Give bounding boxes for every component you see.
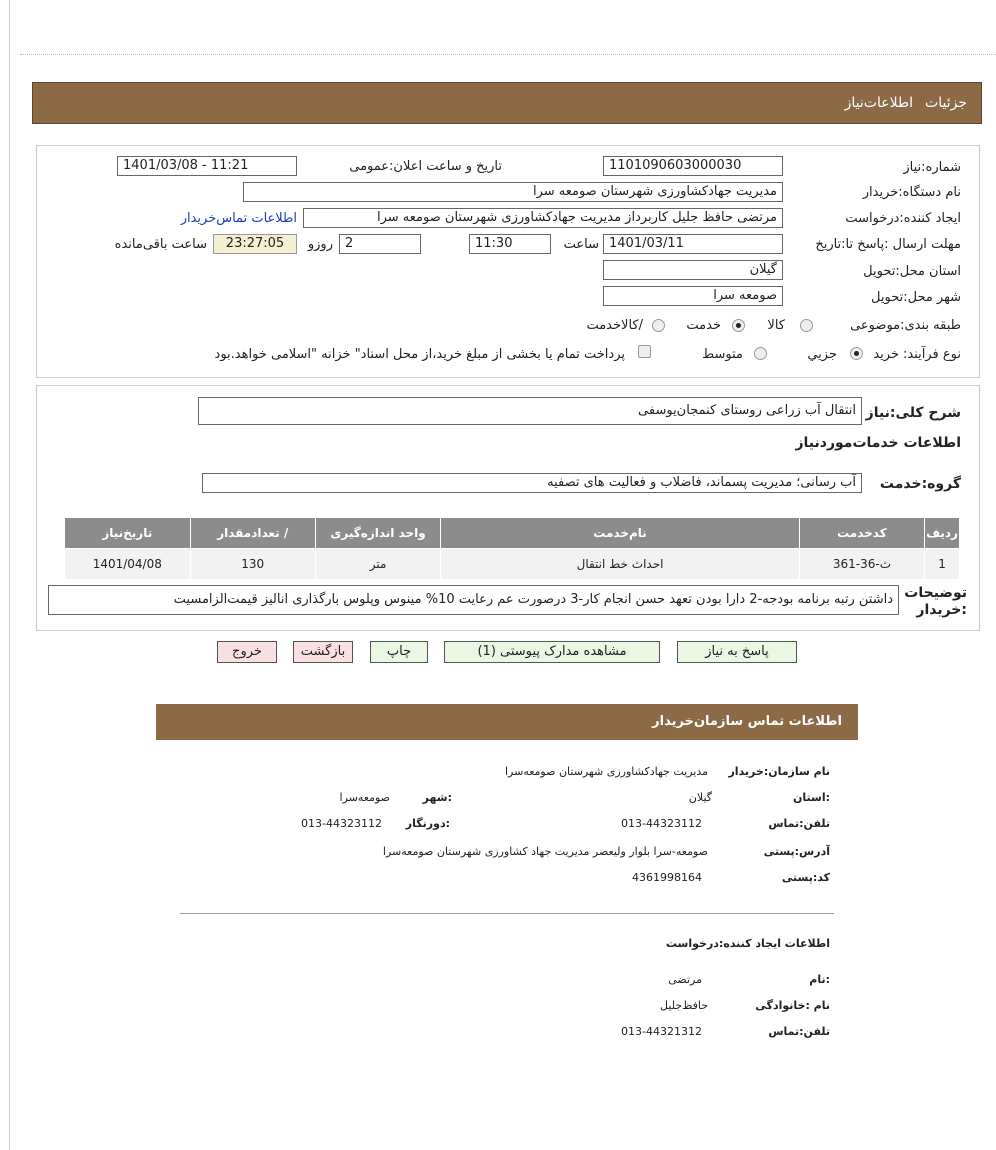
table-header: کدخدمت (799, 518, 924, 549)
category-goods-radio[interactable] (800, 319, 813, 332)
table-header: تاریخ‌نیاز (65, 518, 191, 549)
buyer-notes-field: داشتن رتبه برنامه بودجه-2 دارا بودن تعهد حسن انجام کار-3 درصورت عم رعایت 10% مینوس وپلوس بارگذاری انالیز قیمت‌الزامسیت (48, 585, 899, 615)
requester-title: اطلاعات ایجاد کننده:درخواست (665, 937, 830, 950)
requester-name-label: :نام (809, 973, 830, 986)
process-medium-radio[interactable] (754, 347, 767, 360)
city-label: شهر محل:تحویل (871, 290, 961, 305)
announce-date-field: 1401/03/08 - 11:21 (117, 156, 297, 176)
remaining-time-counter: 23:27:05 (213, 234, 297, 254)
contact-postal-value: 4361998164 (632, 871, 702, 884)
announce-label: تاریخ و ساعت اعلان:عمومی (349, 159, 502, 174)
requester-phone-value: 013-44321312 (621, 1025, 702, 1038)
days-label: روزو (307, 237, 333, 252)
table-header: / تعدادمقدار (190, 518, 315, 549)
treasury-payment-checkbox[interactable] (638, 345, 651, 358)
table-header: واحد اندازه‌گیری (315, 518, 440, 549)
page-left-border (9, 0, 10, 1150)
exit-button[interactable]: خروج (217, 641, 277, 663)
table-row (65, 549, 960, 580)
category-label: طبقه بندی:موضوعی (850, 318, 961, 333)
remaining-label: ساعت باقی‌مانده (114, 237, 207, 252)
back-button[interactable]: بازگشت (293, 641, 353, 663)
category-both-radio[interactable] (652, 319, 665, 332)
tab-details[interactable]: جزئیات (925, 95, 967, 111)
table-cell: 1 (925, 549, 960, 580)
requester-family-value: حافظ‌جلیل (660, 999, 708, 1012)
contact-address-value: صومعه-سرا بلوار ولیعصر مدیریت جهاد کشاورزی شهرستان صومعه‌سرا (382, 845, 708, 858)
process-partial-radio[interactable] (850, 347, 863, 360)
contact-org-value: مدیریت جهادکشاورزی شهرستان صومعه‌سرا (504, 765, 708, 778)
contact-province-value: گیلان (688, 791, 712, 804)
table-cell: متر (315, 549, 440, 580)
buyer-contact-title: اطلاعات تماس سازمان‌خریدار (652, 714, 842, 729)
table-cell: 130 (190, 549, 315, 580)
city-field: صومعه سرا (603, 286, 783, 306)
contact-postal-label: کد:پستی (781, 871, 830, 884)
view-attachments-button[interactable]: مشاهده مدارک پیوستی (1) (444, 641, 660, 663)
contact-city-value: صومعه‌سرا (339, 791, 390, 804)
services-needed-title: اطلاعات خدمات‌موردنیاز (795, 435, 961, 451)
buyer-org-label: نام دستگاه:خریدار (862, 185, 961, 200)
requester-phone-label: تلفن:تماس (768, 1025, 830, 1038)
service-group-label: گروه:خدمت (879, 476, 961, 492)
contact-address-label: آدرس:پستی (763, 845, 830, 858)
requester-family-label: نام :خانوادگی (755, 999, 830, 1012)
deadline-label: مهلت ارسال :پاسخ تا:تاریخ (815, 237, 961, 252)
need-number-field: 1101090603000030 (603, 156, 783, 176)
process-partial-label: جزیي (807, 347, 837, 362)
category-service-radio[interactable] (732, 319, 745, 332)
requester-name-value: مرتضی (668, 973, 702, 986)
process-buy-label: خرید (873, 347, 899, 362)
category-both-label: /کالاخدمت (586, 318, 643, 333)
creator-field: مرتضی حافظ جلیل کاربرداز مدیریت جهادکشاورزی شهرستان صومعه سرا (303, 208, 783, 228)
process-label: نوع فرآیند: (903, 347, 961, 362)
top-divider (20, 54, 996, 55)
contact-province-label: :استان (793, 791, 830, 804)
need-description-field: انتقال آب زراعی روستای کنمجان‌یوسفی (198, 397, 862, 425)
province-field: گیلان (603, 260, 783, 280)
need-description-label: شرح کلی:نیاز (865, 405, 961, 421)
contact-phone-label: تلفن:تماس (768, 817, 830, 830)
days-field: 2 (339, 234, 421, 254)
contact-org-label: نام سازمان:خریدار (728, 765, 830, 778)
buyer-contact-section-header (156, 704, 858, 740)
contact-phone-value: 013-44323112 (621, 817, 702, 830)
category-service-label: خدمت (686, 318, 721, 333)
service-group-field: آب رسانی؛ مدیریت پسماند، فاضلاب و فعالیت های تصفیه (202, 473, 862, 493)
table-cell: ث-36-361 (799, 549, 924, 580)
buyer-contact-link[interactable]: اطلاعات تماس‌خریدار (180, 211, 297, 226)
table-header: ردیف (925, 518, 960, 549)
table-cell: 1401/04/08 (65, 549, 191, 580)
services-table (64, 517, 960, 580)
need-info-panel (36, 145, 980, 378)
deadline-date-field: 1401/03/11 (603, 234, 783, 254)
buyer-notes-label: توضیحات :خریدار (904, 585, 967, 618)
contact-fax-label: :دورنگار (405, 817, 450, 830)
creator-label: ایجاد کننده:درخواست (845, 211, 961, 226)
table-cell: احداث خط انتقال (441, 549, 800, 580)
treasury-payment-note: پرداخت تمام یا بخشی از مبلغ خرید،از محل اسناد" خزانه "اسلامی خواهد.بود (214, 347, 625, 362)
category-goods-label: کالا (767, 318, 785, 333)
process-medium-label: متوسط (702, 347, 743, 362)
print-button[interactable]: چاپ (370, 641, 428, 663)
contact-city-label: :شهر (422, 791, 452, 804)
province-label: استان محل:تحویل (863, 264, 961, 279)
tab-need-info[interactable]: اطلاعات‌نیاز (844, 95, 913, 111)
need-number-label: شماره:نیاز (903, 160, 961, 175)
page-header-bar (32, 82, 982, 124)
reply-to-need-button[interactable]: پاسخ به نیاز (677, 641, 797, 663)
deadline-time-field: 11:30 (469, 234, 551, 254)
service-summary-panel (36, 385, 980, 631)
deadline-hour-label: ساعت (563, 237, 599, 252)
section-divider (180, 913, 834, 914)
buyer-org-field: مدیریت جهادکشاورزی شهرستان صومعه سرا (243, 182, 783, 202)
table-header: نام‌خدمت (441, 518, 800, 549)
contact-fax-value: 013-44323112 (301, 817, 382, 830)
